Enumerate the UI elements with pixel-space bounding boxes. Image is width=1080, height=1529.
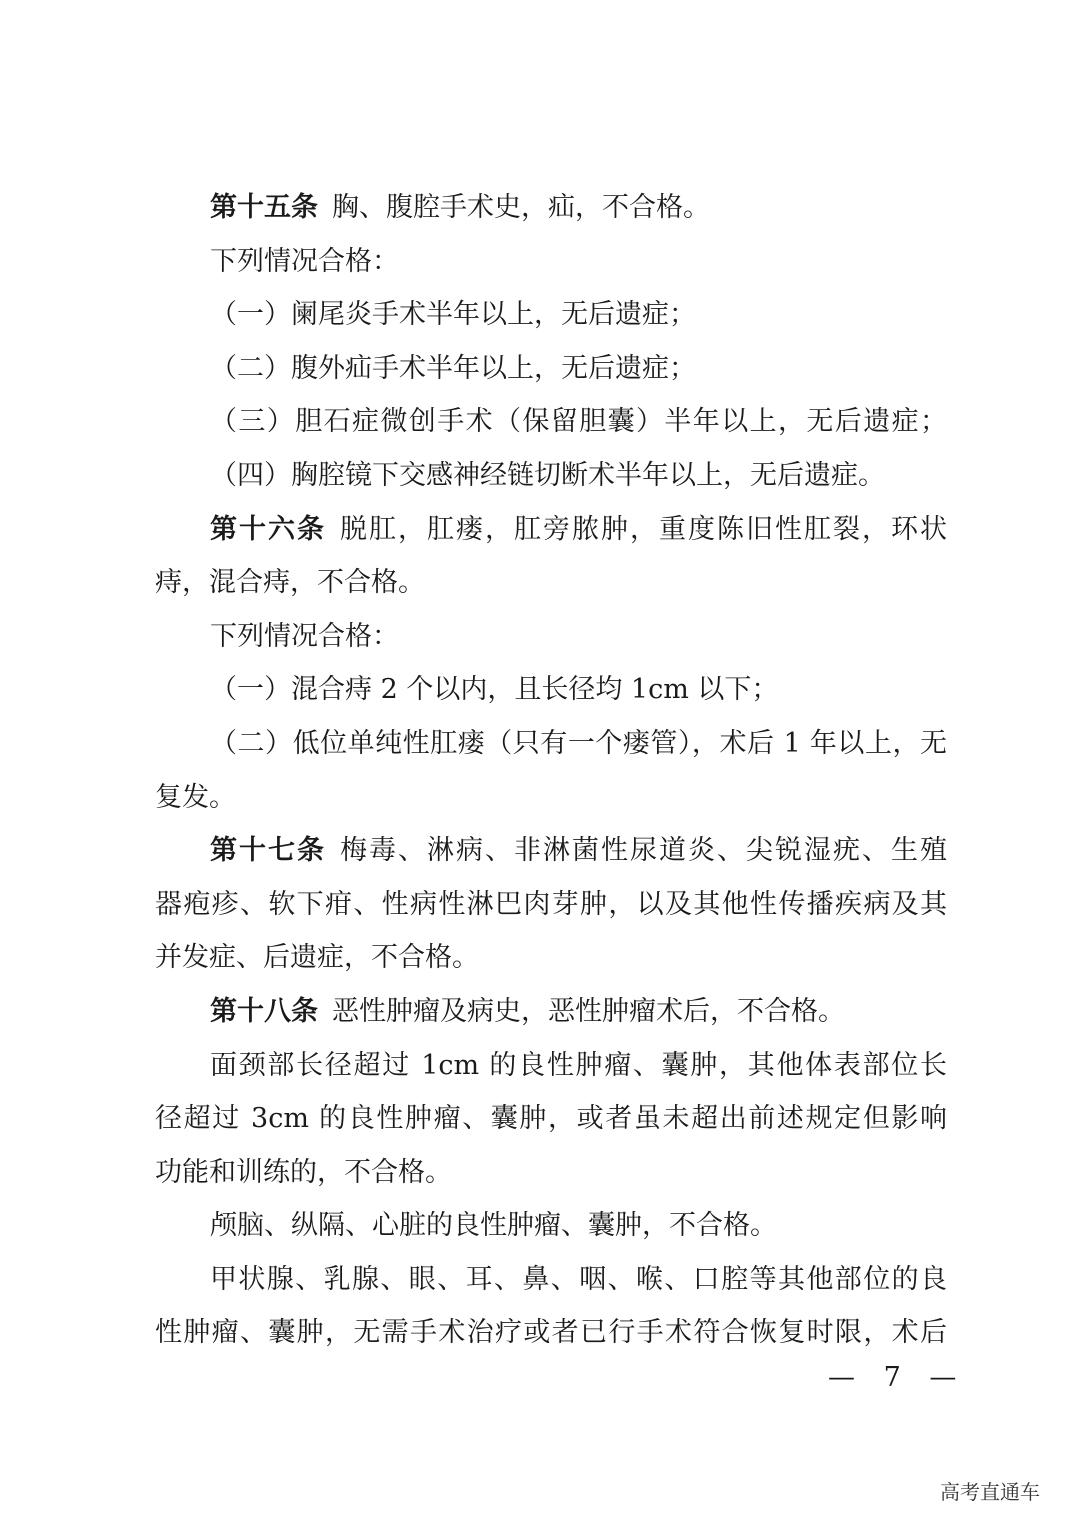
- line-text: 下列情况合格：: [210, 245, 399, 277]
- line-text: 下列情况合格：: [210, 620, 399, 652]
- text-line: [155, 1311, 947, 1365]
- line-text: （二）低位单纯性肛瘘（只有一个瘘管），术后 1 年以上，无: [210, 727, 947, 759]
- article-line: [155, 829, 947, 883]
- text-line: [155, 454, 947, 508]
- text-line: [155, 883, 947, 937]
- article-number: 第十七条: [210, 835, 326, 867]
- line-text: 功能和训练的，不合格。: [155, 1156, 452, 1188]
- text-line: [155, 668, 947, 722]
- text-line: [155, 561, 947, 615]
- line-text: 恶性肿瘤及病史，恶性肿瘤术后，不合格。: [332, 995, 845, 1027]
- text-line: [155, 1204, 947, 1258]
- line-text: （四）胸腔镜下交感神经链切断术半年以上，无后遗症。: [210, 459, 885, 491]
- article-number: 第十八条: [210, 995, 318, 1027]
- line-text: 胸、腹腔手术史，疝，不合格。: [332, 192, 710, 223]
- watermark: 高考直通车: [940, 1480, 1040, 1504]
- line-text: （三）胆石症微创手术（保留胆囊）半年以上，无后遗症；: [210, 406, 947, 438]
- line-text: 梅毒、淋病、非淋菌性尿道炎、尖锐湿疣、生殖: [340, 835, 947, 867]
- text-line: [155, 722, 947, 776]
- line-text: （二）腹外疝手术半年以上，无后遗症；: [210, 352, 696, 384]
- line-text: 颅脑、纵隔、心脏的良性肿瘤、囊肿，不合格。: [210, 1210, 777, 1242]
- page-number: — 7 —: [828, 1362, 967, 1393]
- text-line: [155, 776, 947, 830]
- article-number: 第十六条: [210, 513, 326, 545]
- text-line: [155, 1097, 947, 1151]
- article-line: [155, 186, 947, 240]
- line-text: 性肿瘤、囊肿，无需手术治疗或者已行手术符合恢复时限，术后: [155, 1317, 947, 1349]
- line-text: 面颈部长径超过 1cm 的良性肿瘤、囊肿，其他体表部位长: [210, 1049, 947, 1081]
- line-text: 径超过 3cm 的良性肿瘤、囊肿，或者虽未超出前述规定但影响: [155, 1103, 947, 1135]
- text-line: [155, 615, 947, 669]
- document-body: [155, 186, 947, 1365]
- line-text: 器疱疹、软下疳、性病性淋巴肉芽肿，以及其他性传播疾病及其: [155, 888, 947, 920]
- line-text: 痔，混合痔，不合格。: [155, 567, 425, 599]
- line-text: （一）阑尾炎手术半年以上，无后遗症；: [210, 299, 696, 331]
- text-line: [155, 240, 947, 294]
- line-text: （一）混合痔 2 个以内，且长径均 1cm 以下；: [210, 674, 779, 706]
- line-text: 甲状腺、乳腺、眼、耳、鼻、咽、喉、口腔等其他部位的良: [210, 1263, 947, 1295]
- article-line: [155, 508, 947, 562]
- text-line: [155, 1044, 947, 1098]
- line-text: 复发。: [155, 781, 236, 813]
- article-number: 第十五条: [210, 192, 318, 223]
- article-line: [155, 990, 947, 1044]
- text-line: [155, 1258, 947, 1312]
- text-line: [155, 936, 947, 990]
- line-text: 脱肛，肛瘘，肛旁脓肿，重度陈旧性肛裂，环状: [340, 513, 947, 545]
- text-line: [155, 1151, 947, 1205]
- text-line: [155, 400, 947, 454]
- text-line: [155, 293, 947, 347]
- line-text: 并发症、后遗症，不合格。: [155, 942, 479, 974]
- text-line: [155, 347, 947, 401]
